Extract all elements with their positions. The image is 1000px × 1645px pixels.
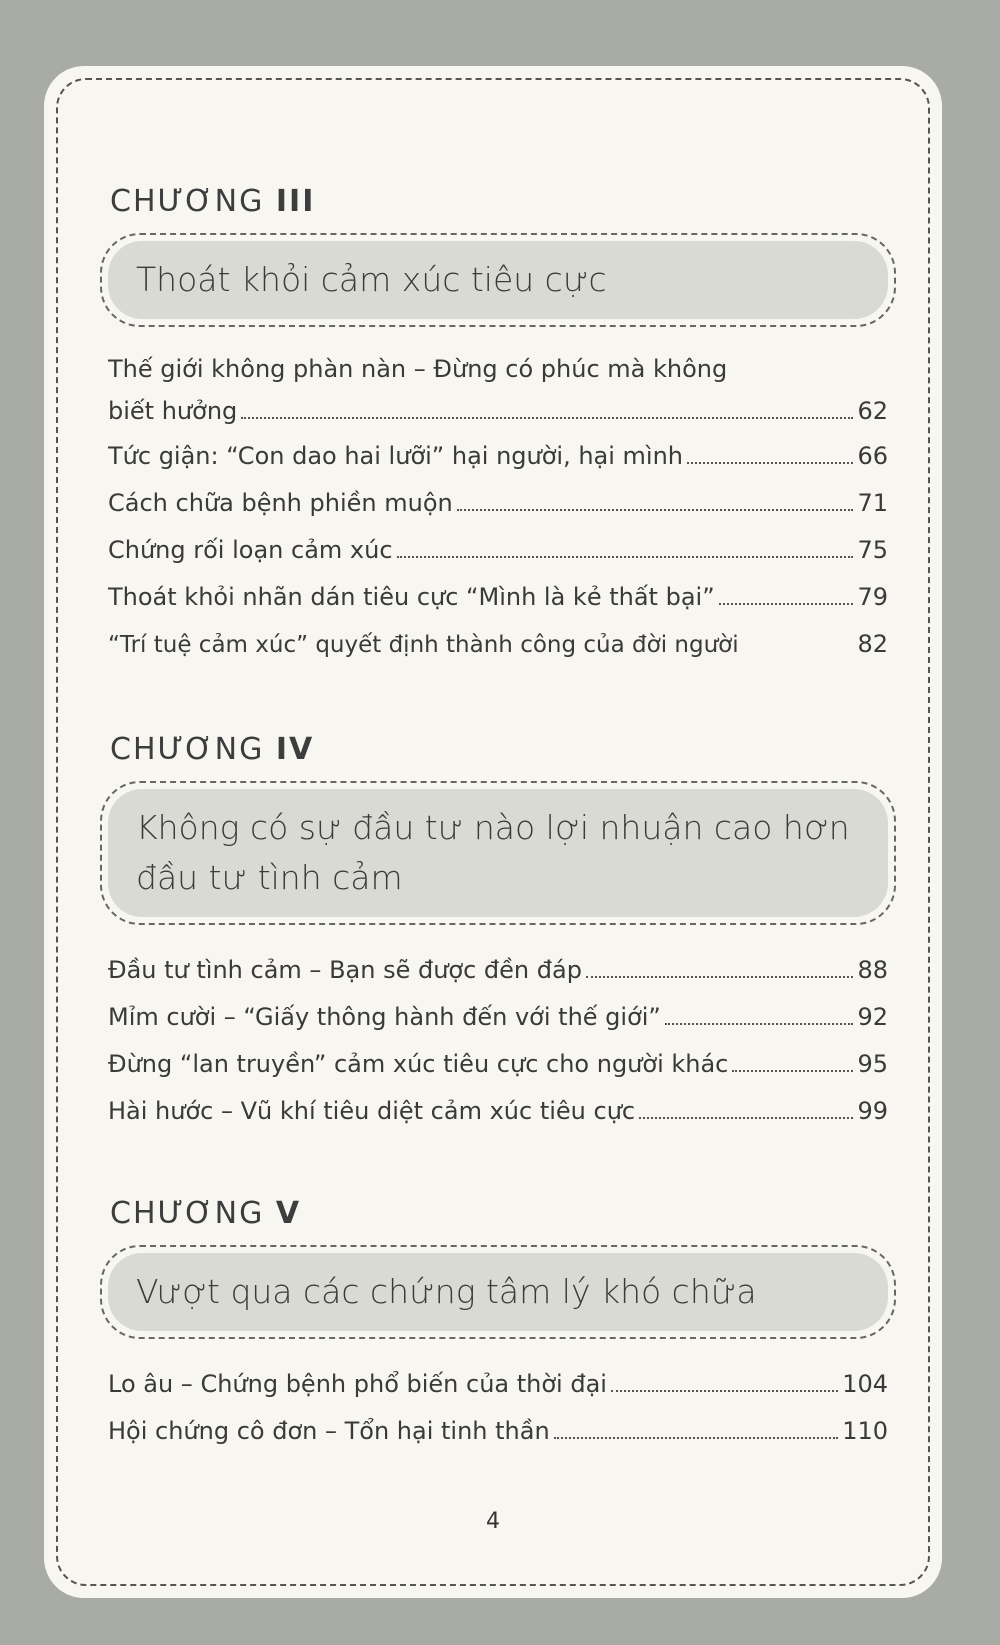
toc-entry-page: 104 — [842, 1370, 888, 1398]
page-number: 4 — [486, 1509, 500, 1534]
chapter-numeral: V — [275, 1196, 302, 1231]
toc-entry-page: 99 — [857, 1097, 888, 1125]
toc-entries — [108, 1361, 888, 1455]
toc-entry[interactable] — [108, 1088, 888, 1135]
toc-entry-page: 82 — [857, 630, 888, 658]
toc-entry[interactable] — [108, 947, 888, 994]
toc-entry-text: Tức giận: “Con dao hai lưỡi” hại người, hại mình — [108, 442, 684, 470]
dot-leader — [611, 1390, 838, 1392]
chapter-iii — [108, 184, 888, 669]
chapter-heading — [110, 732, 888, 767]
toc-entry[interactable] — [108, 574, 888, 621]
toc-entry-text: Thoát khỏi nhãn dán tiêu cực “Mình là kẻ thất bại” — [108, 583, 715, 611]
toc-entry-text: Thế giới không phàn nàn – Đừng có phúc mà không — [108, 355, 728, 383]
toc-entry[interactable] — [108, 1361, 888, 1408]
dot-leader — [639, 1117, 853, 1119]
chapter-title-line: đầu tư tình cảm — [136, 858, 403, 897]
chapter-title-box — [108, 1253, 888, 1331]
toc-entry-page: 66 — [857, 442, 888, 470]
toc-entry[interactable] — [108, 621, 888, 669]
dot-leader — [457, 509, 854, 511]
chapter-iv — [108, 732, 888, 1135]
chapter-title: Vượt qua các chứng tâm lý khó chữa — [136, 1272, 757, 1311]
toc-entry-text: Hài hước – Vũ khí tiêu diệt cảm xúc tiêu cực — [108, 1097, 636, 1125]
chapter-label: CHƯƠNG — [110, 732, 265, 767]
chapter-numeral: III — [275, 184, 316, 219]
toc-entry-text: biết hưởng — [108, 397, 238, 425]
dot-leader — [586, 976, 854, 978]
chapter-label: CHƯƠNG — [110, 184, 265, 219]
toc-entry-page: 71 — [857, 489, 888, 517]
toc-entry[interactable] — [108, 433, 888, 480]
chapter-label: CHƯƠNG — [110, 1196, 265, 1231]
toc-entry[interactable] — [108, 527, 888, 574]
toc-entry-text: Cách chữa bệnh phiền muộn — [108, 489, 453, 517]
book-page — [50, 72, 936, 1592]
chapter-heading — [110, 184, 888, 219]
dot-leader — [554, 1437, 839, 1439]
chapter-title-box — [108, 241, 888, 319]
toc-entry[interactable] — [108, 1041, 888, 1088]
toc-entry-page: 92 — [857, 1003, 888, 1031]
toc-entry[interactable] — [108, 389, 888, 433]
toc-entry-text: Đừng “lan truyền” cảm xúc tiêu cực cho người khác — [108, 1050, 729, 1078]
chapter-v — [108, 1196, 888, 1455]
chapter-title-line: Không có sự đầu tư nào lợi nhuận cao hơn — [136, 808, 850, 847]
toc-entries — [108, 947, 888, 1135]
dot-leader — [732, 1070, 853, 1072]
dot-leader — [665, 1023, 854, 1025]
toc-entry[interactable] — [108, 480, 888, 527]
chapter-numeral: IV — [275, 732, 315, 767]
toc-entries — [108, 349, 888, 669]
toc-entry-text: Lo âu – Chứng bệnh phổ biến của thời đại — [108, 1370, 607, 1398]
toc-entry[interactable] — [108, 1408, 888, 1455]
toc-entry-line — [108, 349, 888, 389]
toc-entry-page: 95 — [857, 1050, 888, 1078]
toc-entry[interactable] — [108, 994, 888, 1041]
toc-entry-text: Chứng rối loạn cảm xúc — [108, 536, 393, 564]
toc-entry-text: Mỉm cười – “Giấy thông hành đến với thế giới” — [108, 1003, 661, 1031]
toc-entry-page: 75 — [857, 536, 888, 564]
toc-entry-text: Hội chứng cô đơn – Tổn hại tinh thần — [108, 1417, 550, 1445]
toc-entry-page: 88 — [857, 956, 888, 984]
chapter-title-box — [108, 789, 888, 917]
toc-entry-page: 110 — [842, 1417, 888, 1445]
toc-entry-page: 62 — [857, 397, 888, 425]
dot-leader — [719, 603, 854, 605]
dot-leader — [241, 417, 853, 419]
toc-entry-page: 79 — [857, 583, 888, 611]
toc-entry-text: Đầu tư tình cảm – Bạn sẽ được đền đáp — [108, 956, 582, 984]
dot-leader — [397, 556, 854, 558]
chapter-title: Thoát khỏi cảm xúc tiêu cực — [136, 260, 607, 299]
chapter-heading — [110, 1196, 888, 1231]
dot-leader — [687, 462, 853, 464]
toc-entry-text: “Trí tuệ cảm xúc” quyết định thành công của đời người — [108, 632, 739, 658]
